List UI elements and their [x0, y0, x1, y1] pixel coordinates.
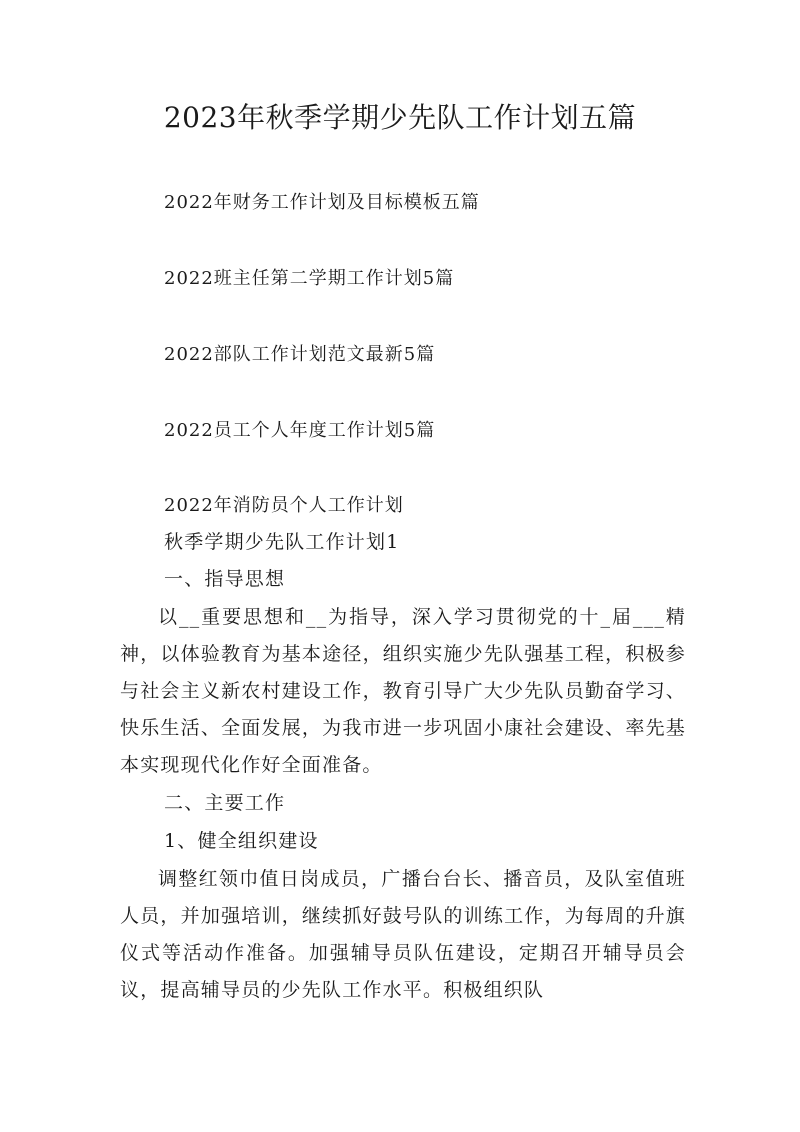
- subheading-organization: 1、健全组织建设: [164, 830, 319, 852]
- related-link-1[interactable]: 2022年财务工作计划及目标模板五篇: [164, 192, 480, 213]
- paragraph-text: 调整红领巾值日岗成员，广播台台长、播音员，及队室值班人员，并加强培训，继续抓好鼓号队的训练工作，为每周的升旗仪式等活动作准备。加强辅导员队伍建设，定期召开辅导员会议，提高辅导员的少先队工作水平。积极组织队: [120, 868, 686, 1001]
- paragraph-guiding-ideology: [120, 599, 686, 784]
- paragraph-text: 以__重要思想和__为指导，深入学习贯彻党的十_届___精神，以体验教育为基本途径，组织实施少先队强基工程，积极参与社会主义新农村建设工作，教育引导广大少先队员勤奋学习、快乐生活、全面发展，为我市进一步巩固小康社会建设、率先基本实现现代化作好全面准备。: [120, 606, 686, 776]
- heading-main-work: 二、主要工作: [164, 792, 286, 814]
- related-link-4[interactable]: 2022员工个人年度工作计划5篇: [164, 420, 436, 441]
- heading-guiding-ideology: 一、指导思想: [164, 568, 286, 590]
- related-link-3[interactable]: 2022部队工作计划范文最新5篇: [164, 344, 436, 365]
- document-title: 2023年秋季学期少先队工作计划五篇: [163, 101, 637, 134]
- paragraph-organization: [120, 861, 686, 1009]
- related-link-5[interactable]: 2022年消防员个人工作计划: [164, 495, 404, 516]
- related-link-2[interactable]: 2022班主任第二学期工作计划5篇: [164, 268, 455, 289]
- section-title: 秋季学期少先队工作计划1: [164, 531, 400, 553]
